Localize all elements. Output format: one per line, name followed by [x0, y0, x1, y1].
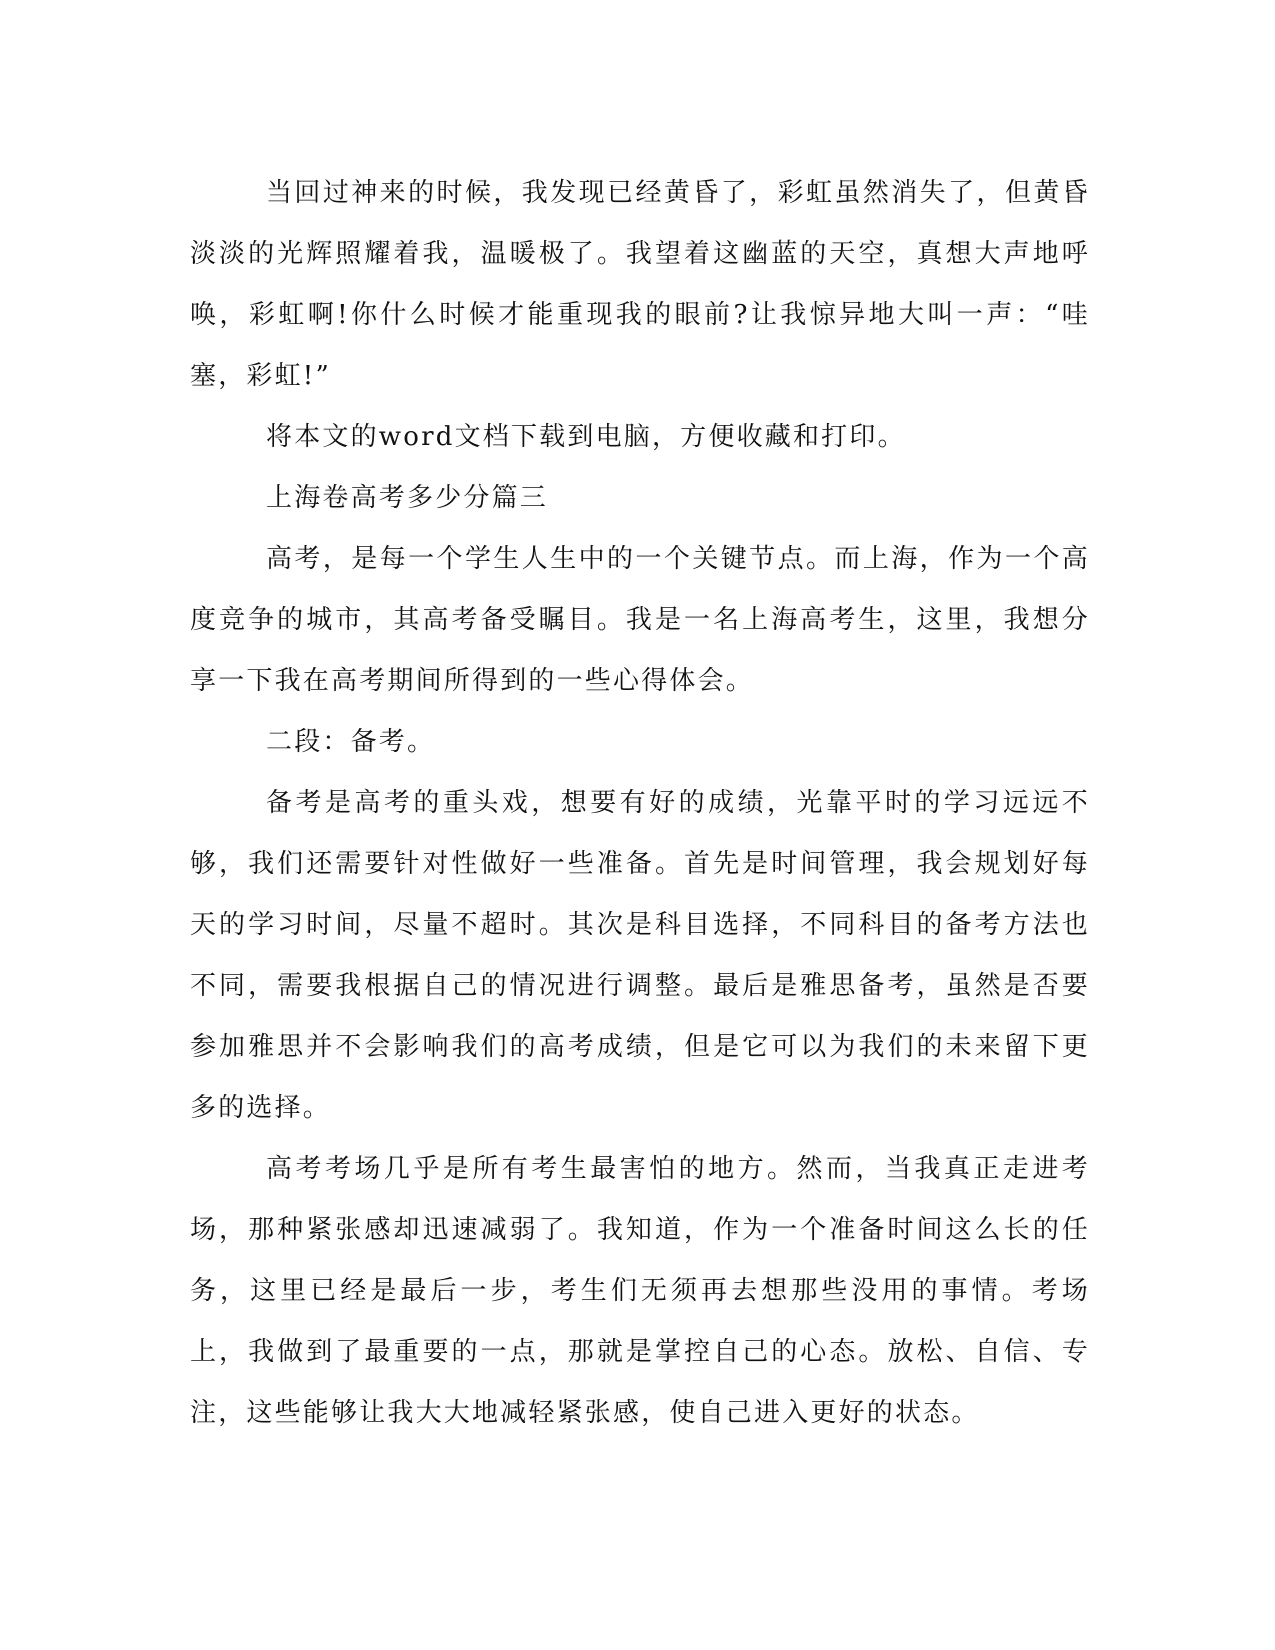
paragraph-intro: 高考，是每一个学生人生中的一个关键节点。而上海，作为一个高度竞争的城市，其高考备受瞩目。我是一名上海高考生，这里，我想分享一下我在高考期间所得到的一些心得体会。	[190, 544, 1090, 696]
subheading-preparation: 二段：备考。	[266, 727, 436, 757]
paragraph-rainbow-dusk: 当回过神来的时候，我发现已经黄昏了，彩虹虽然消失了，但黄昏淡淡的光辉照耀着我，温暖极了。我望着这幽蓝的天空，真想大声地呼唤，彩虹啊!你什么时候才能重现我的眼前?让我惊异地大叫一声：“哇塞，彩虹!”	[190, 178, 1090, 391]
paragraph-preparation: 备考是高考的重头戏，想要有好的成绩，光靠平时的学习远远不够，我们还需要针对性做好一些准备。首先是时间管理，我会规划好每天的学习时间，尽量不超时。其次是科目选择，不同科目的备考方法也不同，需要我根据自己的情况进行调整。最后是雅思备考，虽然是否要参加雅思并不会影响我们的高考成绩，但是它可以为我们的未来留下更多的选择。	[190, 788, 1090, 1123]
section-heading: 上海卷高考多少分篇三	[266, 483, 549, 513]
document-body	[190, 163, 1090, 1444]
paragraph-download-note: 将本文的word文档下载到电脑，方便收藏和打印。	[266, 422, 906, 452]
paragraph-exam-hall: 高考考场几乎是所有考生最害怕的地方。然而，当我真正走进考场，那种紧张感却迅速减弱了。我知道，作为一个准备时间这么长的任务，这里已经是最后一步，考生们无须再去想那些没用的事情。考场上，我做到了最重要的一点，那就是掌控自己的心态。放松、自信、专注，这些能够让我大大地减轻紧张感，使自己进入更好的状态。	[190, 1154, 1090, 1428]
